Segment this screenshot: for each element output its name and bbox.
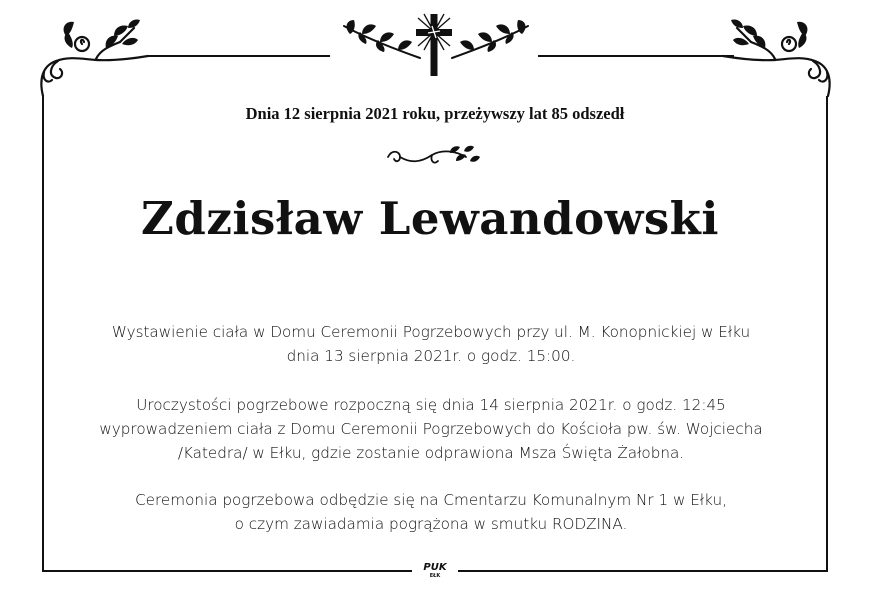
frame-bottom-right-line bbox=[458, 570, 828, 572]
frame-bottom-left-line bbox=[42, 570, 412, 572]
cross-icon bbox=[414, 12, 454, 78]
paragraph-line: dnia 13 sierpnia 2021r. o godz. 15:00. bbox=[286, 347, 576, 365]
paragraph-line: Uroczystości pogrzebowe rozpoczną się dnia 14 sierpnia 2021r. o godz. 12:45 bbox=[136, 396, 726, 414]
flourish-divider-icon bbox=[384, 141, 486, 173]
puk-logo bbox=[417, 562, 453, 584]
frame-top-right-line bbox=[538, 55, 734, 57]
paragraph-line: o czym zawiadamia pogrążona w smutku RODZINA. bbox=[234, 515, 628, 533]
flourish-left-icon bbox=[36, 14, 151, 98]
logo-main-text: PUK bbox=[423, 562, 447, 573]
burial-paragraph bbox=[0, 488, 862, 536]
paragraph-line: Wystawienie ciała w Domu Ceremonii Pogrzebowych przy ul. M. Konopnickiej w Ełku bbox=[111, 323, 751, 341]
paragraph-line: Ceremonia pogrzebowa odbędzie się na Cmentarzu Komunalnym Nr 1 w Ełku, bbox=[135, 491, 727, 509]
frame-top-left-line bbox=[147, 55, 330, 57]
viewing-paragraph bbox=[0, 320, 862, 368]
logo-sub-text: EŁK bbox=[429, 573, 441, 579]
flourish-right-icon bbox=[720, 14, 835, 98]
paragraph-line: /Katedra/ w Ełku, gdzie zostanie odprawiona Msza Święta Żałobna. bbox=[177, 444, 685, 462]
death-announcement-line: Dnia 12 sierpnia 2021 roku, przeżywszy lat 85 odszedł bbox=[245, 104, 625, 123]
paragraph-line: wyprowadzeniem ciała z Domu Ceremonii Pogrzebowych do Kościoła pw. św. Wojciecha bbox=[99, 420, 763, 438]
deceased-name: Zdzisław Lewandowski bbox=[141, 192, 719, 245]
funeral-ceremony-paragraph bbox=[0, 393, 862, 465]
